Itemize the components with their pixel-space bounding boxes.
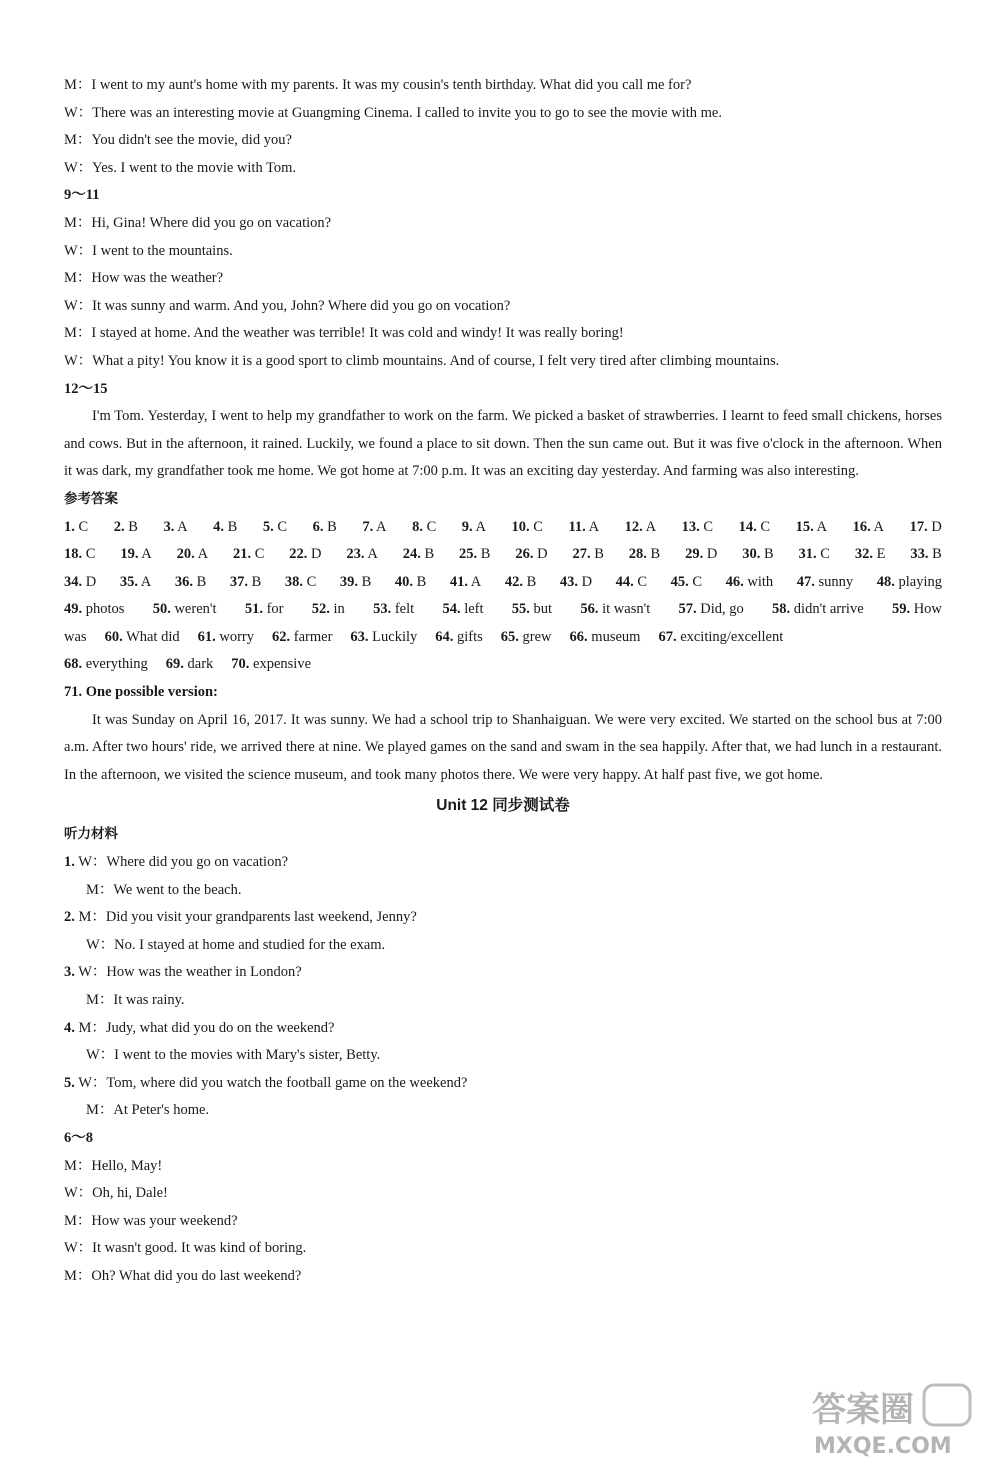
answer-number: 15. [795,518,814,535]
answer-item [289,541,321,569]
answer-row [64,624,942,652]
answer-number: 19. [120,546,139,563]
answer-number: 20. [176,546,195,563]
dialogue-line: M：I stayed at home. And the weather was terrible! It was cold and windy! It was really boring! [64,325,624,342]
answer-item [671,569,702,597]
answer-value: A [816,518,828,535]
answer-item [64,651,148,679]
answer-item [285,569,316,597]
answer-value: was [64,628,87,645]
answer-number: 58. [772,601,791,618]
listening-items [64,849,942,1125]
answer-value: D [706,546,718,563]
answer-item [272,624,332,652]
watermark-logo-text: 答案圈 [812,1390,914,1430]
answer-number: 55. [511,601,530,618]
answer-item [501,624,552,652]
answer-number: 44. [615,573,634,590]
answer-item [560,569,592,597]
answer-item [231,651,311,679]
answer-item [64,541,95,569]
answer-value: A [475,518,486,535]
answer-value: A [141,546,152,563]
answer-item [568,514,599,542]
answer-number: 60. [104,628,123,645]
answer-number: 16. [852,518,871,535]
answer-value: everything [85,656,148,673]
answer-number: 1. [64,518,75,535]
answer-number: 52. [311,601,330,618]
answer-item [64,569,96,597]
writing-sample: It was Sunday on April 16, 2017. It was sunny. We had a school trip to Shanhaiguan. We were very excited. We started on the school bus at 7:00 a.m. After two hours' ride, we arrived there at nine. We played games on the sand and swam in the sea happily. After that, we had lunch in a restaurant. In the afternoon, we visited the science museum, and took many photos there. We were very happy. At half past five, we got home. [64,711,942,783]
answer-item [312,596,345,624]
answer-item [177,541,208,569]
answer-item [442,596,483,624]
answer-item [505,569,536,597]
answer-value: grew [522,628,552,645]
answer-value: A [873,518,885,535]
section-label-9-11: 9～11 [64,187,100,204]
answer-value: but [533,601,553,618]
answer-value: C [426,518,437,535]
answer-number: 18. [64,546,83,563]
answer-item [230,569,261,597]
answer-item [412,514,436,542]
answer-item [245,596,284,624]
answer-value: felt [394,601,415,618]
answer-item [213,514,237,542]
question-text: M：Did you visit your grandparents last weekend, Jenny? [78,909,417,926]
answer-item [726,569,774,597]
answer-number: 3. [163,518,175,535]
answer-value: C [820,546,830,563]
answer-value: B [932,546,942,563]
answer-number: 8. [412,518,423,535]
answer-number: 37. [229,573,248,590]
answer-value: didn't arrive [793,601,864,618]
answer-item [450,569,481,597]
dialogue-line: M：I went to my aunt's home with my parents. It was my cousin's tenth birthday. What did you call me for? [64,77,692,93]
section-label-12-15: 12～15 [64,380,108,397]
answer-item [910,541,941,569]
dialogue-9-11-block [64,210,942,376]
answer-value: worry [219,628,255,645]
answer-value: for [266,601,284,618]
answer-number: 50. [152,601,171,618]
listening-answer: W：I went to the movies with Mary's sister, Betty. [86,1047,381,1064]
watermark-logo [806,1381,986,1461]
answer-item [910,514,942,542]
item-number: 2. [64,909,75,926]
answer-number: 31. [798,546,817,563]
answer-value: C [85,546,96,563]
answer-item [362,514,386,542]
answer-number: 23. [346,546,365,563]
answer-number: 53. [373,601,392,618]
answers-title: 参考答案 [64,490,118,507]
answer-row [64,596,942,624]
answer-item [198,624,254,652]
answer-item [512,596,552,624]
answer-number: 61. [197,628,216,645]
answer-number: 38. [284,573,303,590]
answer-item [462,514,486,542]
answer-value: C [306,573,317,590]
answer-value: A [376,518,387,535]
answer-value: B [480,546,491,563]
watermark-site-text: MXQE.COM [814,1434,952,1459]
answer-value: B [526,573,537,590]
answer-value: What did [126,628,180,645]
dialogue-line: W：I went to the mountains. [64,242,233,259]
dialogue-line: M：How was the weather? [64,270,224,287]
answer-number: 36. [174,573,193,590]
answer-value: D [581,573,593,590]
answer-number: 17. [909,518,928,535]
listening-question [64,849,942,877]
answer-number: 49. [64,601,83,618]
answer-item [515,541,547,569]
answer-item [163,514,187,542]
answer-value: B [650,546,661,563]
answer-value: weren't [174,601,217,618]
answer-number: 57. [678,601,697,618]
answer-item [625,514,656,542]
answer-number: 24. [402,546,421,563]
answer-number: 43. [559,573,578,590]
answer-value: B [196,573,207,590]
answer-item [346,541,377,569]
answer-value: C [637,573,648,590]
answer-value: D [931,518,942,535]
answer-number: 63. [350,628,369,645]
answer-item [679,596,744,624]
answer-item [685,541,717,569]
answer-number: 47. [796,573,815,590]
item-number: 3. [64,964,75,981]
answer-item [877,569,942,597]
answer-item [153,596,217,624]
answer-value: Luckily [372,628,418,645]
answer-item [853,514,884,542]
question-text: W：Tom, where did you watch the football game on the weekend? [78,1074,468,1091]
answer-value: C [78,518,89,535]
answer-value: farmer [293,628,333,645]
answer-value: B [251,573,262,590]
answer-value: A [470,573,482,590]
answer-value: with [747,573,774,590]
answer-item [580,596,650,624]
answer-value: museum [591,628,641,645]
dialogue-line: W：Yes. I went to the movie with Tom. [64,159,297,176]
item-number: 1. [64,854,75,871]
answer-item [373,596,414,624]
unit-heading: Unit 12 同步测试卷 [436,797,570,815]
answer-row [64,541,942,569]
section-label-6-8: 6～8 [64,1129,93,1146]
dialogue-line: M：Oh? What did you do last weekend? [64,1267,302,1284]
dialogue-line: M：Hello, May! [64,1157,163,1174]
answer-item [629,541,660,569]
question-text: W：Where did you go on vacation? [78,854,289,871]
writing-title: 71. One possible version: [64,684,218,701]
answer-item [855,541,886,569]
answer-value: D [537,546,548,563]
answer-number: 33. [910,546,929,563]
answer-item [64,514,88,542]
answer-item [105,624,180,652]
answer-value: D [85,573,97,590]
answer-value: A [367,546,378,563]
answer-number: 30. [742,546,761,563]
answer-number: 6. [312,518,324,535]
answer-value: gifts [457,628,483,645]
answer-value: B [128,518,138,535]
answer-item [512,514,543,542]
answer-item [570,624,641,652]
answer-value: C [760,518,771,535]
answer-value: photos [85,601,125,618]
answer-number: 14. [738,518,757,535]
answer-value: B [327,518,337,535]
answer-value: Did, go [700,601,744,618]
item-number: 4. [64,1019,75,1036]
answer-number: 21. [232,546,252,563]
answer-value: C [692,573,703,590]
answer-number: 64. [435,628,454,645]
watermark-seal-icon [924,1385,970,1425]
dialogue-line: W：What a pity! You know it is a good sport to climb mountains. And of course, I felt very tired after climbing mountains. [64,352,780,369]
answer-value: B [424,546,435,563]
answer-value: sunny [818,573,854,590]
dialogue-8-block [64,72,942,182]
answer-value: A [588,518,600,535]
answer-number: 12. [624,518,643,535]
answer-item [616,569,647,597]
answer-item [64,596,124,624]
dialogue-line: M：How was your weekend? [64,1212,238,1229]
answer-number: 67. [658,628,677,645]
answer-number: 35. [119,573,138,590]
dialogue-line: M：Hi, Gina! Where did you go on vacation? [64,214,332,231]
answer-number: 41. [449,573,468,590]
answer-value: playing [898,573,942,590]
answer-number: 42. [504,573,523,590]
answer-value: B [416,573,427,590]
answer-number: 46. [725,573,744,590]
answer-number: 34. [64,573,83,590]
dialogue-line: W：There was an interesting movie at Guangming Cinema. I called to invite you to go to see the movie with me. [64,104,722,121]
listening-answer: M：At Peter's home. [86,1102,210,1119]
listening-question [64,904,942,932]
listening-question [64,1070,942,1098]
answer-item [64,624,87,652]
answer-item [772,596,864,624]
answer-row [64,514,942,542]
answer-item [313,514,337,542]
answer-value: A [177,518,188,535]
answer-number: 54. [442,601,461,618]
answer-number: 5. [262,518,274,535]
answer-number: 10. [511,518,530,535]
answer-item [233,541,264,569]
document-page [64,72,942,1291]
dialogue-6-8-block [64,1153,942,1291]
answer-number: 4. [213,518,225,535]
dialogue-line: W：It wasn't good. It was kind of boring. [64,1240,307,1257]
answer-number: 7. [362,518,374,535]
answer-item [114,514,138,542]
answer-item [175,569,206,597]
answer-item [682,514,713,542]
answer-number: 65. [500,628,519,645]
answer-item [340,569,371,597]
question-text: M：Judy, what did you do on the weekend? [78,1019,335,1036]
dialogue-line: W：Oh, hi, Dale! [64,1185,168,1202]
listening-question [64,1015,942,1043]
answer-item [395,569,426,597]
answer-key [64,514,942,680]
item-number: 5. [64,1074,75,1091]
listening-answer: W：No. I stayed at home and studied for the exam. [86,936,386,953]
answer-value: A [197,546,209,563]
answer-value: B [763,546,774,563]
answer-item [799,541,830,569]
answer-number: 25. [459,546,478,563]
question-text: W：How was the weather in London? [78,964,302,981]
dialogue-line: M：You didn't see the movie, did you? [64,132,292,149]
answer-row [64,651,942,679]
answer-number: 39. [339,573,358,590]
answer-number: 48. [876,573,895,590]
answer-number: 45. [670,573,689,590]
listening-title: 听力材料 [64,826,118,843]
answer-value: B [361,573,372,590]
answer-value: C [277,518,288,535]
answer-item [892,596,942,624]
answer-value: E [876,546,886,563]
answer-value: D [311,546,322,563]
answer-number: 13. [681,518,700,535]
answer-number: 51. [244,601,263,618]
answer-value: it wasn't [602,601,651,618]
dialogue-line: W：It was sunny and warm. And you, John? Where did you go on vocation? [64,297,511,314]
answer-number: 22. [289,546,308,563]
answer-value: A [140,573,152,590]
listening-question [64,959,942,987]
answer-item [435,624,483,652]
answer-value: in [333,601,345,618]
answer-value: exciting/excellent [680,628,784,645]
answer-item [459,541,490,569]
answer-number: 2. [113,518,125,535]
answer-number: 29. [685,546,704,563]
answer-number: 68. [64,656,83,673]
answer-item [739,514,770,542]
answer-number: 40. [394,573,413,590]
answer-value: How [913,601,942,618]
answer-row [64,569,942,597]
answer-value: B [594,546,604,563]
answer-item [166,651,214,679]
answer-value: C [533,518,543,535]
answer-value: C [703,518,714,535]
answer-item [350,624,417,652]
answer-number: 28. [628,546,647,563]
answer-number: 32. [854,546,873,563]
answer-number: 59. [891,601,911,618]
answer-item [796,514,827,542]
answer-value: left [464,601,484,618]
answer-number: 70. [231,656,250,673]
answer-item [742,541,773,569]
answer-value: A [645,518,657,535]
answer-item [120,569,151,597]
answer-value: B [227,518,238,535]
answer-number: 26. [515,546,534,563]
answer-number: 69. [165,656,184,673]
answer-item [263,514,287,542]
answer-number: 9. [461,518,473,535]
answer-value: dark [187,656,214,673]
listening-answer: M：We went to the beach. [86,881,242,898]
answer-number: 56. [580,601,599,618]
answer-number: 62. [272,628,291,645]
answer-number: 11. [568,518,586,535]
answer-number: 66. [569,628,588,645]
answer-value: expensive [253,656,312,673]
listening-answer: M：It was rainy. [86,992,185,1008]
passage-12-15: I'm Tom. Yesterday, I went to help my grandfather to work on the farm. We picked a basket of strawberries. I learnt to feed small chickens, horses and cows. But in the afternoon, it rained. Luckily, we found a place to sit down. Then the sun came out. But it was five o'clock in the afternoon. When it was dark, my grandfather took me home. We got home at 7:00 p.m. It was an exciting day yesterday. And farming was also interesting. [64,408,942,480]
answer-item [797,569,853,597]
answer-number: 27. [572,546,591,563]
answer-item [658,624,783,652]
answer-item [120,541,151,569]
answer-value: C [254,546,265,563]
answer-item [572,541,603,569]
answer-item [403,541,434,569]
